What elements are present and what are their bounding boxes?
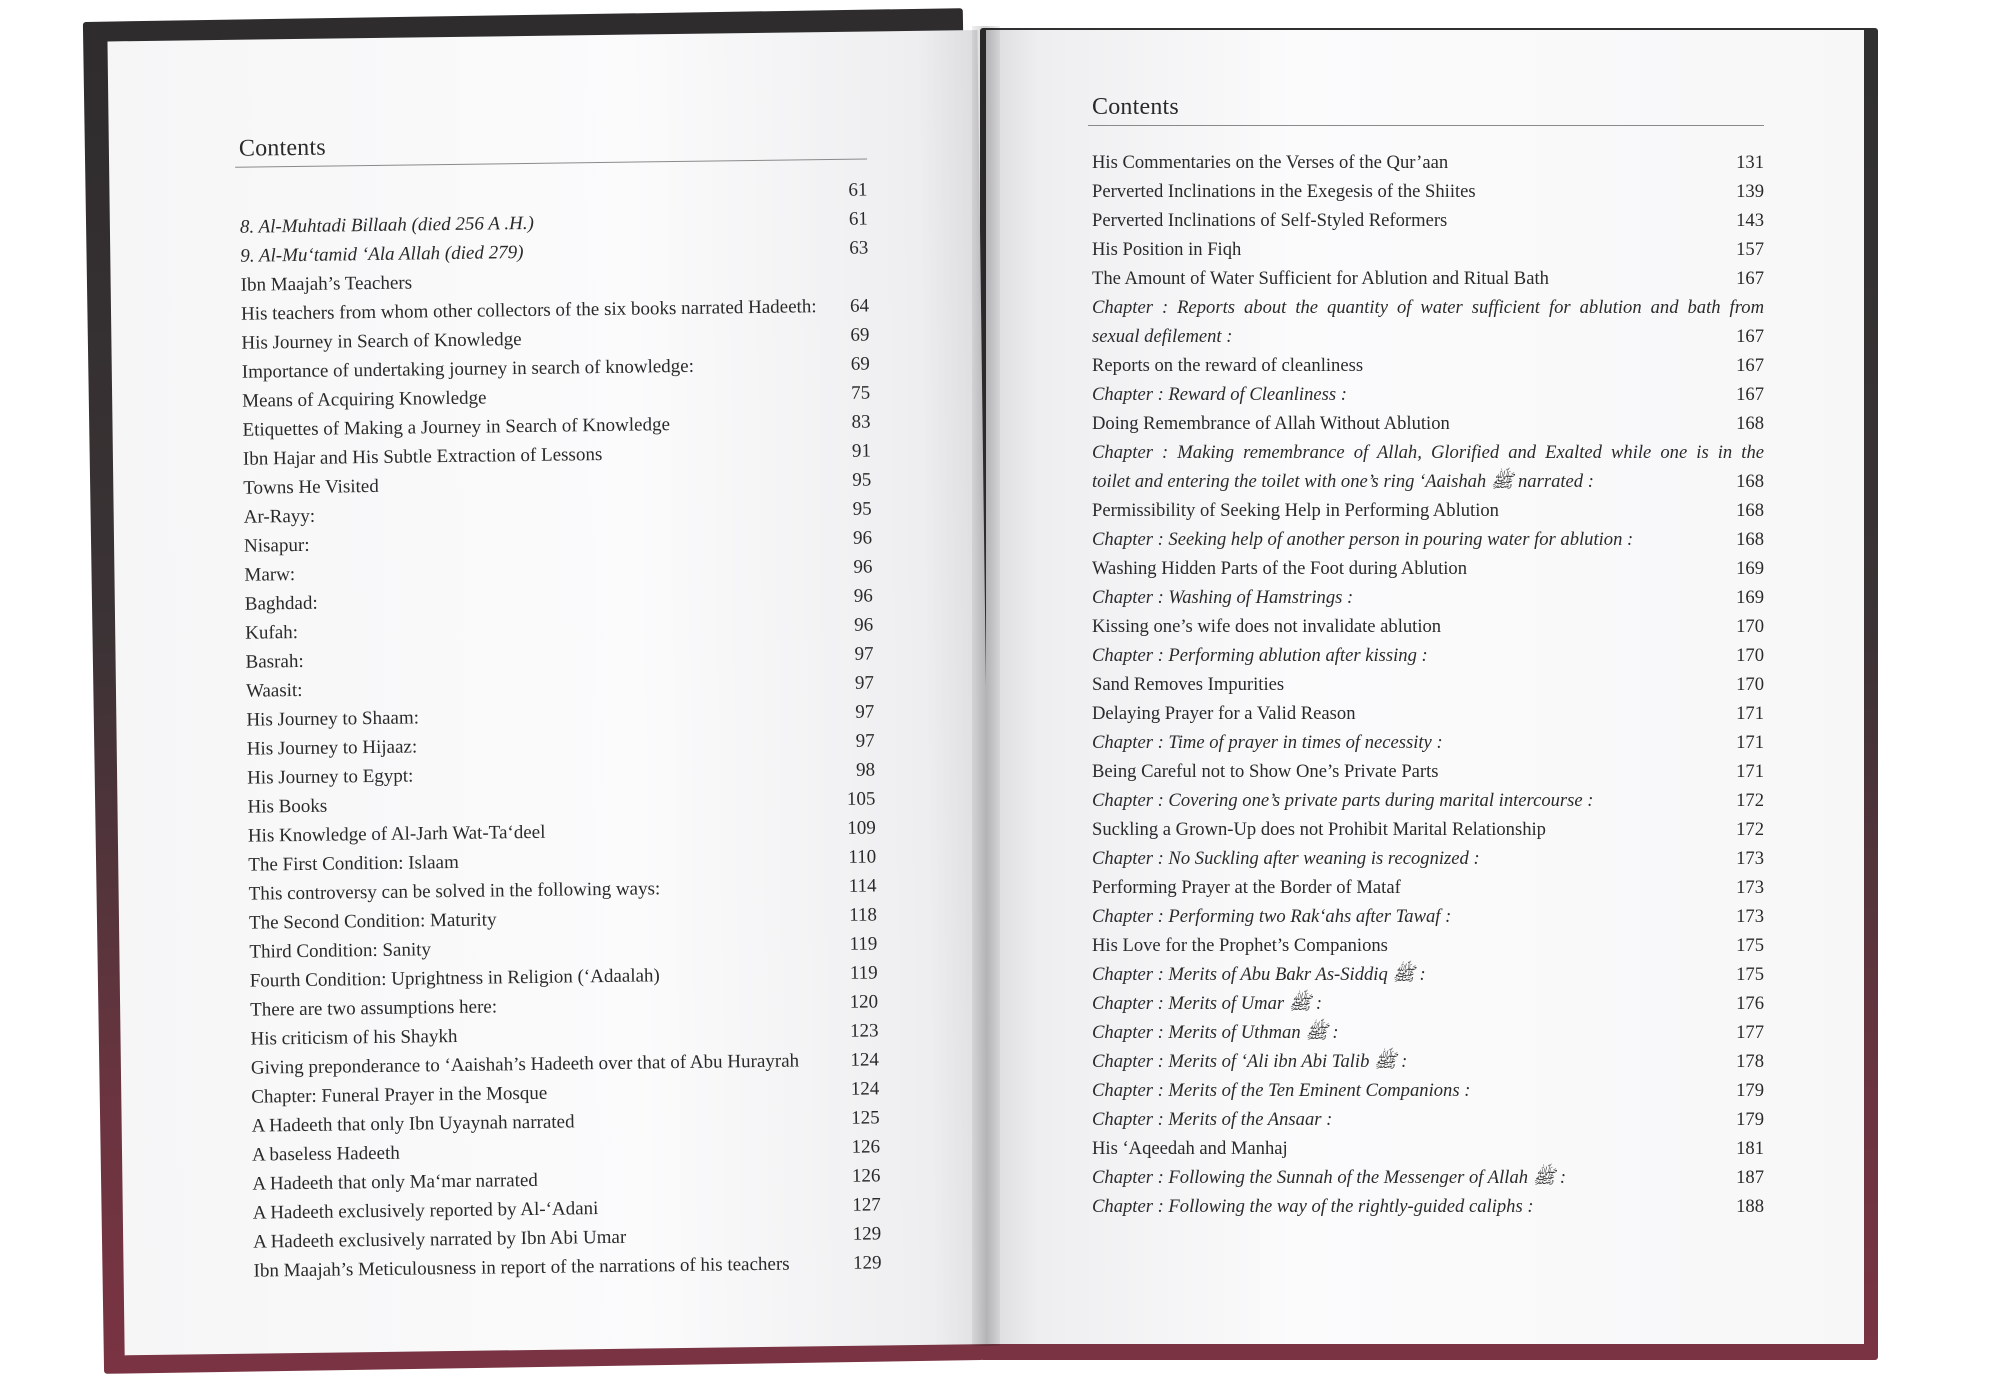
toc-entry-page-number: 96	[831, 610, 873, 640]
toc-entry-page-number: 179	[1722, 1105, 1764, 1134]
toc-entry-title: Kufah:	[241, 618, 298, 648]
toc-entry-page-number: 63	[826, 234, 868, 264]
toc-entry-title: Chapter : Merits of Umar ﷺ :	[1088, 989, 1322, 1018]
toc-entry-title: Chapter : Covering one’s private parts during marital intercourse :	[1088, 786, 1594, 815]
toc-entry-page-number: 110	[834, 842, 876, 872]
left-page	[107, 30, 994, 1355]
toc-entry-title: Third Condition: Sanity	[245, 935, 431, 966]
toc-entry-title: Chapter : Merits of Uthman ﷺ :	[1088, 1018, 1339, 1047]
toc-entry-title: Chapter : Time of prayer in times of necessity :	[1088, 728, 1443, 757]
toc-entry-page-number: 172	[1722, 786, 1764, 815]
toc-entry-page-number: 169	[1722, 583, 1764, 612]
toc-entry-page-number: 126	[838, 1161, 880, 1191]
toc-entry-title-continued: sexual defilement :	[1088, 322, 1232, 351]
toc-entry-page-number: 143	[1722, 206, 1764, 235]
toc-entry-page-number: 97	[832, 668, 874, 698]
toc-entry-title: Etiquettes of Making a Journey in Search of Knowledge	[238, 410, 670, 445]
toc-entry	[1088, 380, 1764, 409]
toc-entry-page-number: 131	[1722, 148, 1764, 177]
toc-entry-page-number: 119	[836, 958, 878, 988]
toc-entry-page-number: 123	[836, 1016, 878, 1046]
toc-entry-title: Ar-Rayy:	[240, 502, 316, 532]
toc-entry-title: His Position in Fiqh	[1088, 235, 1241, 264]
toc-entry	[1088, 786, 1764, 815]
toc-entry-title: Delaying Prayer for a Valid Reason	[1088, 699, 1356, 728]
toc-entry-page-number: 177	[1722, 1018, 1764, 1047]
toc-entry-page-number: 69	[827, 320, 869, 350]
toc-entry-title: His Journey to Egypt:	[243, 762, 414, 793]
toc-entry-page-number: 179	[1722, 1076, 1764, 1105]
toc-entry-page-number: 188	[1722, 1192, 1764, 1221]
toc-entry-page-number: 97	[831, 639, 873, 669]
toc-entry	[1088, 1163, 1764, 1192]
toc-entry-page-number: 167	[1722, 351, 1764, 380]
toc-entry-title: Being Careful not to Show One’s Private Parts	[1088, 757, 1439, 786]
toc-entry	[1088, 931, 1764, 960]
toc-entry-title: Perverted Inclinations of Self-Styled Reformers	[1088, 206, 1447, 235]
toc-entry-page-number: 61	[825, 176, 867, 206]
toc-entry-title: Suckling a Grown-Up does not Prohibit Marital Relationship	[1088, 815, 1546, 844]
toc-entry-title: Chapter : Washing of Hamstrings :	[1088, 583, 1353, 612]
toc-entry-title: His Journey to Hijaaz:	[243, 732, 418, 763]
toc-entry-page-number: 98	[833, 755, 875, 785]
toc-entry-page-number: 129	[839, 1219, 881, 1249]
toc-entry-title: Chapter: Funeral Prayer in the Mosque	[247, 1079, 547, 1112]
toc-entry	[1088, 235, 1764, 264]
toc-entry-title: Performing Prayer at the Border of Mataf	[1088, 873, 1401, 902]
toc-entry	[1088, 583, 1764, 612]
toc-entry	[1088, 1105, 1764, 1134]
toc-entry	[1088, 409, 1764, 438]
toc-entry	[1088, 728, 1764, 757]
toc-entry-title: Marw:	[240, 560, 295, 590]
toc-entry-title: A Hadeeth that only Ibn Uyaynah narrated	[247, 1107, 574, 1140]
toc-entry-title: Ibn Maajah’s Teachers	[236, 268, 412, 299]
toc-entry-page-number: 118	[835, 900, 877, 930]
toc-entry-page-number: 91	[829, 436, 871, 466]
toc-entry-title: Perverted Inclinations in the Exegesis of the Shiites	[1088, 177, 1476, 206]
toc-entry-page-number: 120	[836, 987, 878, 1017]
toc-entry-page-number: 167	[1722, 380, 1764, 409]
toc-entry-page-number: 105	[833, 784, 875, 814]
toc-entry-title: Chapter : Following the Sunnah of the Messenger of Allah ﷺ :	[1088, 1163, 1566, 1192]
toc-entry-title: Reports on the reward of cleanliness	[1088, 351, 1363, 380]
book-gutter	[972, 26, 1000, 1346]
toc-entry	[1088, 757, 1764, 786]
toc-entry-title: A Hadeeth that only Ma‘mar narrated	[248, 1166, 538, 1199]
toc-entry-title: Doing Remembrance of Allah Without Ablution	[1088, 409, 1450, 438]
toc-entry-page-number: 176	[1722, 989, 1764, 1018]
toc-entry-page-number: 175	[1722, 931, 1764, 960]
toc-entry-page-number: 95	[829, 465, 871, 495]
left-running-head: Contents	[235, 128, 867, 168]
toc-entry-page-number: 61	[826, 205, 868, 235]
toc-entry-page-number	[827, 283, 869, 284]
toc-entry	[1088, 902, 1764, 931]
toc-entry-page-number: 64	[827, 292, 869, 322]
toc-entry-page-number: 83	[828, 407, 870, 437]
toc-entry	[1088, 177, 1764, 206]
toc-entry	[1088, 496, 1764, 525]
toc-entry-page-number: 173	[1722, 902, 1764, 931]
toc-entry-title: Sand Removes Impurities	[1088, 670, 1284, 699]
toc-entry-page-number: 171	[1722, 757, 1764, 786]
toc-entry-title: A Hadeeth exclusively reported by Al-‘Adani	[249, 1194, 599, 1228]
toc-entry	[1088, 554, 1764, 583]
toc-entry-page-number: 167	[1722, 322, 1764, 351]
toc-entry-page-number: 169	[1722, 554, 1764, 583]
right-running-head: Contents	[1088, 94, 1764, 126]
toc-entry	[1088, 1192, 1764, 1221]
right-toc-list	[1088, 148, 1764, 1221]
toc-entry-title: His Love for the Prophet’s Companions	[1088, 931, 1388, 960]
toc-entry-page-number: 168	[1722, 467, 1764, 496]
toc-entry-page-number: 129	[839, 1248, 881, 1278]
toc-entry-title: Giving preponderance to ‘Aaishah’s Hadeeth over that of Abu Hurayrah	[247, 1046, 800, 1082]
toc-entry-title: Kissing one’s wife does not invalidate ablution	[1088, 612, 1441, 641]
toc-entry	[1088, 989, 1764, 1018]
toc-entry-title: Waasit:	[242, 676, 303, 706]
toc-entry-title: Nisapur:	[240, 531, 310, 561]
toc-entry	[1088, 873, 1764, 902]
toc-entry-title: Chapter : Making remembrance of Allah, Glorified and Exalted while one is in the	[1088, 438, 1764, 467]
toc-entry-page-number: 173	[1722, 844, 1764, 873]
toc-entry-page-number: 167	[1722, 264, 1764, 293]
toc-entry	[1088, 438, 1764, 496]
toc-entry-page-number: 157	[1722, 235, 1764, 264]
toc-entry-title: His Knowledge of Al-Jarh Wat-Ta‘deel	[244, 818, 546, 851]
toc-entry	[1088, 1047, 1764, 1076]
toc-entry-title: Chapter : Performing two Rak‘ahs after Tawaf :	[1088, 902, 1451, 931]
toc-entry-title: His teachers from whom other collectors of the six books narrated Hadeeth:	[237, 292, 817, 329]
toc-entry-title: Chapter : Reward of Cleanliness :	[1088, 380, 1347, 409]
toc-entry	[1088, 148, 1764, 177]
toc-entry-page-number: 126	[838, 1132, 880, 1162]
toc-entry-title: Chapter : Merits of the Ten Eminent Companions :	[1088, 1076, 1470, 1105]
toc-entry-title: Chapter : Reports about the quantity of water sufficient for ablution and bath from	[1088, 293, 1764, 322]
toc-entry-title: Chapter : Merits of ‘Ali ibn Abi Talib ﷺ :	[1088, 1047, 1407, 1076]
toc-entry	[1088, 641, 1764, 670]
toc-entry-title: His Journey in Search of Knowledge	[237, 325, 522, 358]
toc-entry-page-number: 69	[828, 349, 870, 379]
toc-entry-title: Baghdad:	[241, 589, 318, 619]
toc-entry	[1088, 670, 1764, 699]
toc-entry-title: 9. Al-Mu‘tamid ‘Ala Allah (died 279)	[236, 238, 524, 271]
toc-entry-page-number: 127	[839, 1190, 881, 1220]
toc-entry-page-number: 170	[1722, 670, 1764, 699]
toc-entry-page-number: 114	[834, 871, 876, 901]
toc-entry	[1088, 844, 1764, 873]
toc-entry-title: A Hadeeth exclusively narrated by Ibn Abi Umar	[249, 1223, 626, 1257]
toc-entry-title: His Commentaries on the Verses of the Qur’aan	[1088, 148, 1448, 177]
toc-entry-page-number: 95	[829, 494, 871, 524]
toc-entry-title: Washing Hidden Parts of the Foot during Ablution	[1088, 554, 1467, 583]
toc-entry-page-number: 97	[832, 697, 874, 727]
toc-entry-page-number: 124	[837, 1045, 879, 1075]
toc-entry-title: Chapter : Following the way of the rightly-guided caliphs :	[1088, 1192, 1534, 1221]
toc-entry	[1088, 699, 1764, 728]
toc-entry-title: His ‘Aqeedah and Manhaj	[1088, 1134, 1288, 1163]
right-page	[986, 30, 1864, 1344]
toc-entry-title: Chapter : Performing ablution after kissing :	[1088, 641, 1428, 670]
toc-entry-title: This controversy can be solved in the following ways:	[244, 874, 660, 908]
toc-entry-page-number: 168	[1722, 525, 1764, 554]
toc-entry	[1088, 1076, 1764, 1105]
toc-entry-title: His criticism of his Shaykh	[246, 1022, 457, 1054]
toc-entry-title: Means of Acquiring Knowledge	[238, 384, 487, 416]
toc-entry-page-number: 96	[830, 523, 872, 553]
right-page-content	[1088, 94, 1764, 1221]
toc-entry-page-number: 178	[1722, 1047, 1764, 1076]
toc-entry-title: His Journey to Shaam:	[242, 703, 419, 734]
toc-entry-page-number: 119	[835, 929, 877, 959]
toc-entry-title: The Second Condition: Maturity	[245, 905, 497, 937]
toc-entry-title: Chapter : Seeking help of another person in pouring water for ablution :	[1088, 525, 1633, 554]
toc-entry-title: Permissibility of Seeking Help in Performing Ablution	[1088, 496, 1499, 525]
toc-entry-page-number: 139	[1722, 177, 1764, 206]
toc-entry-page-number: 181	[1722, 1134, 1764, 1163]
toc-entry	[1088, 264, 1764, 293]
toc-entry-page-number: 124	[837, 1074, 879, 1104]
toc-entry-page-number: 125	[837, 1103, 879, 1133]
toc-entry-page-number: 168	[1722, 409, 1764, 438]
toc-entry-title: Fourth Condition: Uprightness in Religion (‘Adaalah)	[246, 961, 660, 995]
toc-entry-title: Chapter : Merits of Abu Bakr As-Siddiq ﷺ :	[1088, 960, 1426, 989]
toc-entry-title: A baseless Hadeeth	[248, 1139, 400, 1170]
toc-entry-page-number: 97	[833, 726, 875, 756]
toc-entry-page-number: 172	[1722, 815, 1764, 844]
toc-entry-page-number: 173	[1722, 873, 1764, 902]
left-page-content	[235, 128, 882, 1286]
toc-entry-title: Towns He Visited	[239, 472, 379, 503]
toc-entry	[1088, 206, 1764, 235]
toc-entry-page-number: 96	[830, 552, 872, 582]
toc-entry-page-number: 187	[1722, 1163, 1764, 1192]
toc-entry-page-number: 171	[1722, 728, 1764, 757]
toc-entry-title: Ibn Hajar and His Subtle Extraction of Lessons	[239, 440, 603, 474]
toc-entry	[1088, 1134, 1764, 1163]
toc-entry	[1088, 525, 1764, 554]
toc-entry-title: The Amount of Water Sufficient for Ablution and Ritual Bath	[1088, 264, 1549, 293]
toc-entry-page-number: 109	[834, 813, 876, 843]
toc-entry	[1088, 612, 1764, 641]
toc-entry	[1088, 815, 1764, 844]
toc-entry-page-number: 96	[831, 581, 873, 611]
toc-entry-page-number: 175	[1722, 960, 1764, 989]
toc-entry-title: Chapter : Merits of the Ansaar :	[1088, 1105, 1332, 1134]
toc-entry-title: There are two assumptions here:	[246, 992, 497, 1024]
toc-entry-page-number: 168	[1722, 496, 1764, 525]
toc-entry	[1088, 960, 1764, 989]
toc-entry-page-number: 171	[1722, 699, 1764, 728]
toc-entry-title: Basrah:	[241, 647, 303, 677]
left-toc-list	[235, 176, 881, 1286]
toc-entry-page-number: 170	[1722, 612, 1764, 641]
toc-entry-title: 8. Al-Muhtadi Billaah (died 256 A .H.)	[236, 209, 534, 242]
toc-entry-page-number: 75	[828, 378, 870, 408]
toc-entry-title: Chapter : No Suckling after weaning is recognized :	[1088, 844, 1480, 873]
toc-entry-title: Ibn Maajah’s Meticulousness in report of the narrations of his teachers	[249, 1250, 789, 1286]
toc-entry-title-continued: toilet and entering the toilet with one’s ring ‘Aaishah ﷺ narrated :	[1088, 467, 1594, 496]
toc-entry-page-number: 170	[1722, 641, 1764, 670]
toc-entry-title: The First Condition: Islaam	[244, 848, 459, 880]
toc-entry	[1088, 293, 1764, 351]
toc-entry	[1088, 351, 1764, 380]
toc-entry-title: Importance of undertaking journey in search of knowledge:	[238, 352, 694, 387]
toc-entry	[1088, 1018, 1764, 1047]
toc-entry-title: His Books	[243, 792, 327, 822]
